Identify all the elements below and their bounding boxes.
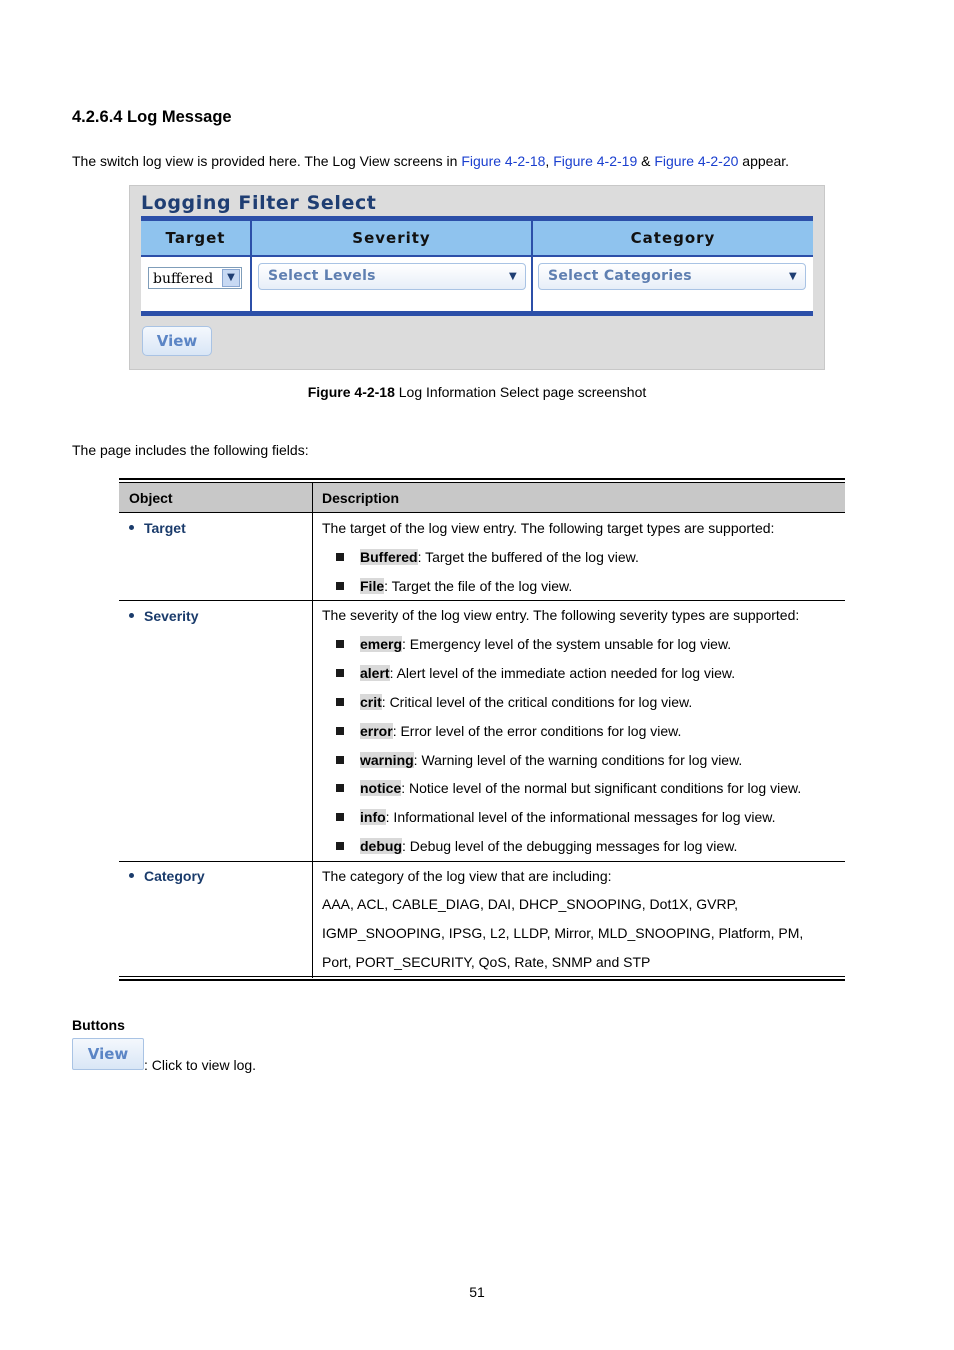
square-bullet-icon — [336, 640, 344, 648]
caption-text: Log Information Select page screenshot — [394, 384, 647, 400]
severity-select[interactable] — [258, 263, 526, 290]
category-description-line: IGMP_SNOOPING, IPSG, L2, LLDP, Mirror, MLD_SNOOPING, Platform, PM, — [322, 925, 804, 941]
category-select-placeholder: Select Categories — [548, 268, 692, 284]
list-item: warning: Warning level of the warning conditions for log view. — [336, 752, 742, 768]
square-bullet-icon — [336, 727, 344, 735]
description-header: Description — [322, 490, 400, 506]
list-item: debug: Debug level of the debugging messages for log view. — [336, 838, 737, 854]
target-select[interactable] — [148, 267, 242, 289]
severity-column — [252, 221, 531, 311]
category-description-line: The category of the log view that are including: — [322, 868, 612, 884]
intro-separator: & — [637, 153, 655, 169]
target-column — [141, 221, 250, 311]
severity-header: Severity — [252, 221, 531, 257]
chevron-down-icon[interactable]: ▼ — [222, 269, 240, 287]
table-column-divider — [312, 483, 313, 978]
category-description-line: AAA, ACL, CABLE_DIAG, DAI, DHCP_SNOOPING, Dot1X, GVRP, — [322, 896, 738, 912]
severity-description: The severity of the log view entry. The following severity types are supported: — [322, 607, 800, 623]
view-button-sample[interactable]: View — [72, 1038, 144, 1070]
list-item: File: Target the file of the log view. — [336, 578, 572, 594]
bullet-icon — [129, 525, 134, 530]
view-button-description: : Click to view log. — [144, 1057, 257, 1073]
table-header-row — [119, 483, 845, 513]
table-bottom-border — [119, 976, 845, 981]
square-bullet-icon — [336, 582, 344, 590]
square-bullet-icon — [336, 813, 344, 821]
object-severity: Severity — [129, 608, 198, 624]
filter-table — [141, 216, 813, 316]
category-select[interactable] — [538, 263, 806, 290]
caret-down-icon: ▼ — [789, 271, 797, 282]
figure-link-18[interactable]: Figure 4-2-18 — [461, 153, 546, 169]
intro-prefix: The switch log view is provided here. The Log View screens in — [72, 153, 462, 169]
page-number: 51 — [469, 1284, 485, 1300]
intro-suffix: appear. — [738, 153, 790, 169]
square-bullet-icon — [336, 842, 344, 850]
row-divider — [119, 600, 845, 601]
square-bullet-icon — [336, 756, 344, 764]
list-item: alert: Alert level of the immediate action needed for log view. — [336, 665, 735, 681]
list-item: notice: Notice level of the normal but significant conditions for log view. — [336, 780, 801, 796]
fields-intro: The page includes the following fields: — [72, 442, 309, 458]
category-header: Category — [533, 221, 813, 257]
buttons-heading: Buttons — [72, 1017, 125, 1033]
category-column — [533, 221, 813, 311]
caption-label: Figure 4-2-18 — [307, 384, 395, 400]
list-item: Buffered: Target the buffered of the log view. — [336, 549, 639, 565]
list-item: error: Error level of the error conditions for log view. — [336, 723, 681, 739]
object-category: Category — [129, 868, 205, 884]
bullet-icon — [129, 613, 134, 618]
target-header: Target — [141, 221, 250, 257]
logging-filter-title: Logging Filter Select — [141, 192, 377, 214]
object-target: Target — [129, 520, 186, 536]
logging-filter-screenshot — [129, 185, 825, 370]
view-button[interactable]: View — [142, 326, 212, 356]
target-select-value: buffered — [153, 271, 214, 287]
object-header: Object — [129, 490, 173, 506]
list-item: crit: Critical level of the critical conditions for log view. — [336, 694, 692, 710]
square-bullet-icon — [336, 784, 344, 792]
square-bullet-icon — [336, 669, 344, 677]
figure-caption — [0, 384, 954, 400]
figure-link-19[interactable]: Figure 4-2-19 — [553, 153, 638, 169]
list-item: emerg: Emergency level of the system unsable for log view. — [336, 636, 731, 652]
severity-select-placeholder: Select Levels — [268, 268, 376, 284]
bullet-icon — [129, 873, 134, 878]
square-bullet-icon — [336, 553, 344, 561]
intro-paragraph — [72, 153, 789, 169]
row-divider — [119, 861, 845, 862]
caret-down-icon: ▼ — [509, 271, 517, 282]
figure-link-20[interactable]: Figure 4-2-20 — [654, 153, 739, 169]
target-description: The target of the log view entry. The following target types are supported: — [322, 520, 775, 536]
category-description-line: Port, PORT_SECURITY, QoS, Rate, SNMP and STP — [322, 954, 651, 970]
square-bullet-icon — [336, 698, 344, 706]
section-title: 4.2.6.4 Log Message — [72, 108, 232, 126]
list-item: info: Informational level of the informational messages for log view. — [336, 809, 776, 825]
intro-separator: , — [545, 153, 554, 169]
